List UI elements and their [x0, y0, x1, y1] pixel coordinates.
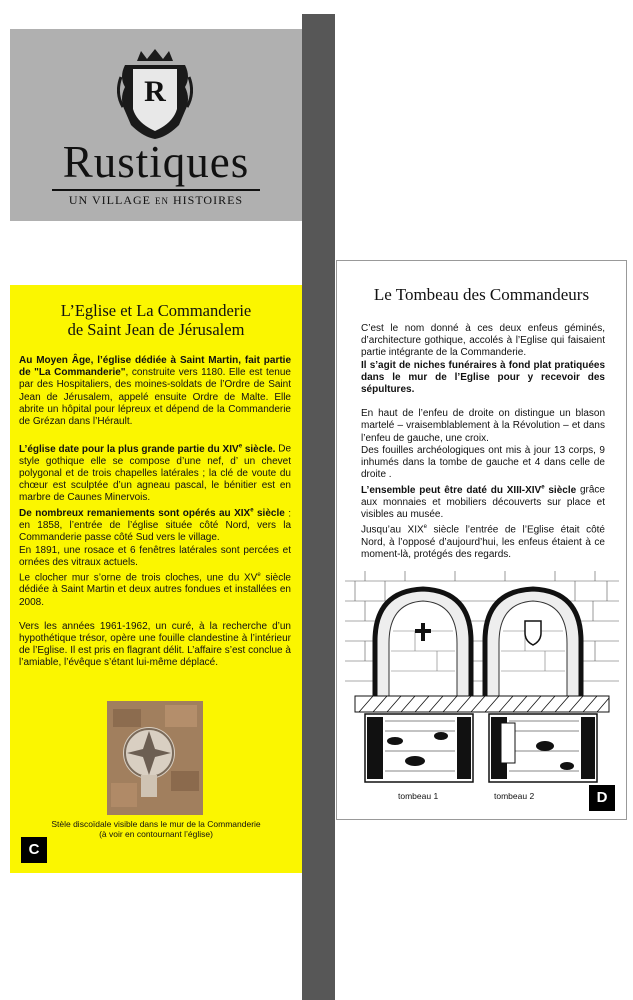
panel-c-body — [19, 355, 291, 670]
bold-text: Il s’agit de niches funéraires à fond plat pratiquées dans le mur de l’Eglise pour y recevoir des sépultures. — [361, 359, 605, 396]
brand-tagline — [10, 193, 302, 208]
paragraph — [19, 505, 291, 545]
paragraph: Des fouilles archéologiques ont mis à jour 13 corps, 9 inhumés dans la tombe de gauche et 4 dans celle de droite . — [361, 444, 605, 481]
brand-rule — [52, 189, 260, 191]
tomb-drawing — [345, 571, 619, 786]
panel-badge-d: D — [589, 785, 615, 811]
paragraph — [19, 355, 291, 428]
text: : en 1858, l’entrée de l’église située côté Nord, vers la Commanderie passe côté Sud vers le village. — [19, 507, 291, 544]
stele-icon — [107, 701, 203, 815]
paragraph: Jusqu’au XIXe siècle l’entrée de l’Eglise était côté Nord, à l’opposé d’aujourd’hui, les enfeus étaient à ce moment-là, protégés des regards. — [361, 524, 605, 561]
text: De style gothique elle se compose d’une nef, d’ un chevet polygonal et de trois chapelles latérales ; la clé de voute du chœur est sculptée d’un agneau pascal, le bénitier est en marbre de Caunes Minervois. — [19, 443, 292, 504]
paragraph: Vers les années 1961-1962, un curé, à la recherche d’un hypothétique trésor, opère une fouille clandestine à l’intérieur de l’Eglise. Il est pris en flagrant délit. L’affaire s’est conclue à l’amiable, l’évêque s’étant lui-même déplacé. — [19, 620, 291, 669]
panel-d-tomb — [336, 260, 627, 820]
tomb1-label: tombeau 1 — [398, 791, 439, 801]
bold-text: L’ensemble peut être daté du XIII-XIVe siècle — [361, 484, 577, 496]
panel-d-body — [361, 323, 605, 561]
paragraph — [361, 481, 605, 521]
tagline-part2: HISTOIRES — [172, 193, 244, 207]
caption-line2: (à voir en contournant l’église) — [99, 829, 213, 839]
text: grâce aux monnaies et mobiliers découverts sur place et visibles au musée. — [361, 484, 605, 521]
panel-badge-c: C — [21, 837, 47, 863]
bold-text: De nombreux remaniements sont opérés au XIXe siècle — [19, 507, 285, 519]
panel-c-church — [10, 285, 302, 873]
paragraph — [361, 360, 605, 397]
bold-text: L’église date pour la plus grande partie du XIVe siècle. — [19, 443, 276, 455]
stele-caption — [10, 819, 302, 839]
stele-photo — [107, 701, 203, 815]
bold-text: Au Moyen Âge, l’église dédiée à Saint Martin, fait partie de "La Commanderie" — [19, 355, 291, 379]
sign-post — [302, 14, 335, 1000]
paragraph — [19, 440, 291, 504]
crest-letter: R — [144, 75, 166, 108]
panel-c-title-line1: L’Eglise et La Commanderie — [60, 301, 252, 320]
paragraph: C’est le nom donné à ces deux enfeus géminés, d’architecture gothique, accolés à l’Eglise qui faisaient partie intégrante de la Commanderie. — [361, 323, 605, 359]
paragraph: Le clocher mur s’orne de trois cloches, une du XVe siècle dédiée à Saint Martin et deux autres fondues et installées en 2008. — [19, 571, 291, 608]
tagline-small: EN — [154, 196, 169, 206]
logo-header — [10, 29, 302, 221]
text: , construite vers 1180. Elle est tenue par des Hospitaliers, des moines-soldats de l’Ordre de Saint Jean de Jérusalem, appelé ensuite Ordre de Malte. Elle abrite un hôpital pour lépreux et dépend de la Commanderie de Grézan dans l’Hérault. — [19, 367, 291, 428]
panel-c-title — [10, 301, 302, 339]
panel-d-title: Le Tombeau des Commandeurs — [373, 285, 590, 304]
tomb2-label: tombeau 2 — [494, 791, 535, 801]
tagline-part1: UN VILLAGE — [68, 193, 151, 207]
paragraph: En 1891, une rosace et 6 fenêtres latérales sont percées et ornées des vitraux actuels. — [19, 544, 291, 568]
panel-c-title-line2: de Saint Jean de Jérusalem — [67, 320, 245, 339]
brand-name: Rustiques — [62, 137, 250, 187]
paragraph: En haut de l’enfeu de droite on distingue un blason martelé – vraisemblablement à la Révolution – et dans l’enfeu de gauche, une croix. — [361, 408, 605, 444]
caption-line1: Stèle discoïdale visible dans le mur de la Commanderie — [51, 819, 261, 829]
